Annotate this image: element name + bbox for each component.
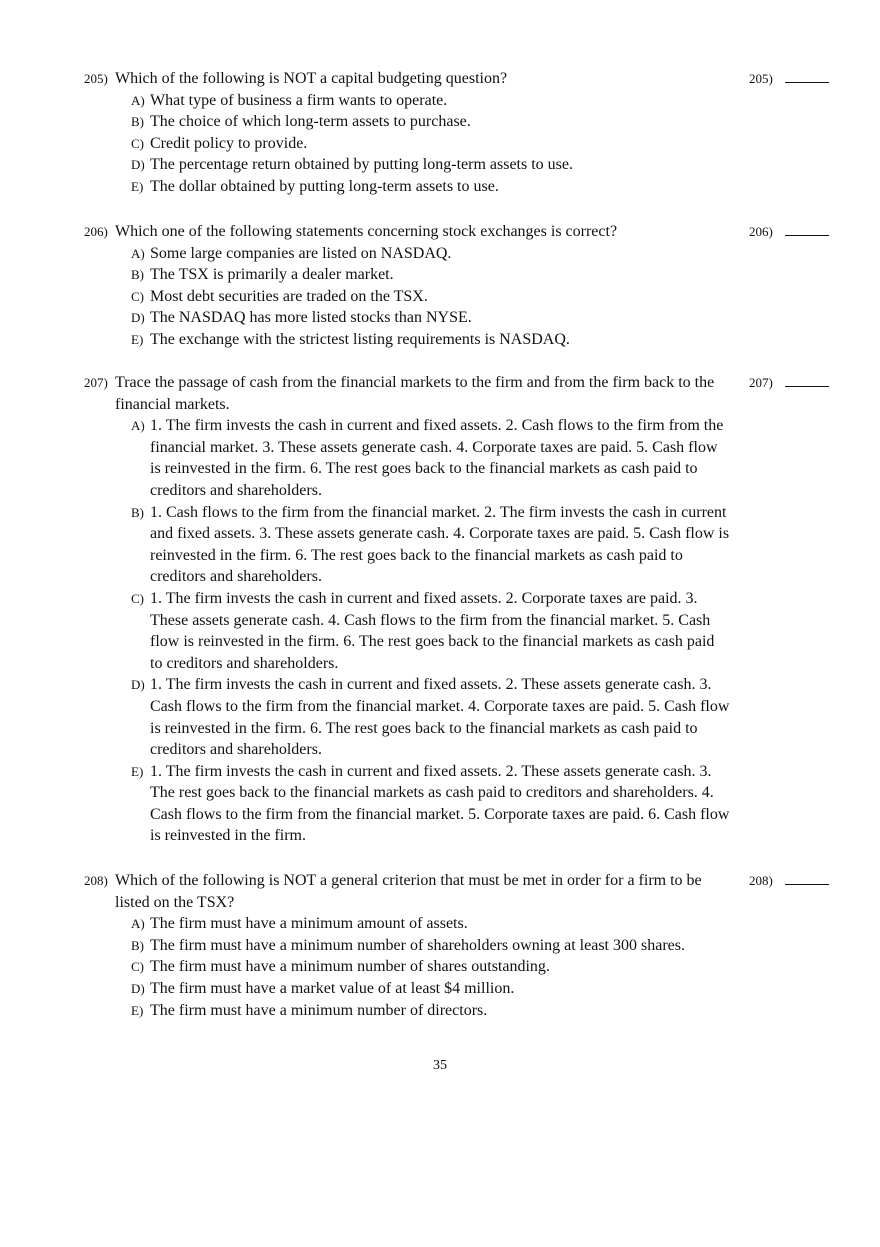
option-c: [131, 956, 731, 978]
answer-slot: [749, 870, 829, 892]
option-a: [131, 415, 731, 501]
option-text: The percentage return obtained by putting long-term assets to use.: [150, 156, 573, 174]
options-list: [131, 243, 731, 351]
question-text: Which one of the following statements concerning stock exchanges is correct?: [115, 223, 618, 240]
option-text: 1. The firm invests the cash in current and fixed assets. 2. These assets generate cash. 3. Cash flows to the firm from the financial market. 4. Corporate taxes are paid. 5. Cash flow is reinvested in the firm. 6. The rest goes back to the financial markets as cash paid to creditors and shareholders.: [150, 676, 730, 759]
option-letter: B): [131, 504, 144, 520]
question-208: [84, 870, 844, 1021]
answer-blank-line[interactable]: [785, 221, 829, 236]
question-207: [84, 372, 844, 847]
option-letter: B): [131, 267, 144, 283]
question-number: 207): [84, 375, 108, 390]
question-number: 208): [84, 873, 108, 888]
option-letter: C): [131, 590, 144, 606]
option-text: What type of business a firm wants to operate.: [150, 91, 448, 109]
option-text: Some large companies are listed on NASDAQ.: [150, 244, 452, 262]
option-text: The firm must have a minimum number of directors.: [150, 1001, 488, 1019]
option-c: [131, 133, 731, 155]
question-text: Trace the passage of cash from the financial markets to the firm and from the firm back to the financial markets.: [115, 374, 715, 413]
option-d: [131, 307, 731, 329]
option-text: Credit policy to provide.: [150, 134, 308, 152]
question-stem: [84, 68, 844, 90]
option-b: [131, 264, 731, 286]
option-a: [131, 243, 731, 265]
question-text: Which of the following is NOT a capital budgeting question?: [115, 70, 508, 87]
question-206: [84, 221, 844, 351]
option-c: [131, 588, 731, 674]
option-e: [131, 176, 731, 198]
option-letter: A): [131, 245, 145, 261]
option-b: [131, 502, 731, 588]
option-text: The firm must have a minimum number of shares outstanding.: [150, 958, 550, 976]
option-letter: C): [131, 959, 144, 975]
option-d: [131, 674, 731, 760]
option-e: [131, 761, 731, 847]
option-text: 1. The firm invests the cash in current and fixed assets. 2. These assets generate cash. 3. The rest goes back to the financial markets as cash paid to creditors and shareholders. 4. Cash flows to the firm from the financial market. 5. Corporate taxes are paid. 6. Cash flow is reinvested in the firm.: [150, 762, 730, 845]
option-letter: A): [131, 92, 145, 108]
page-number: 35: [433, 1058, 447, 1073]
answer-number: 207): [749, 375, 773, 390]
option-letter: E): [131, 331, 144, 347]
option-e: [131, 1000, 731, 1022]
option-letter: B): [131, 937, 144, 953]
option-letter: C): [131, 288, 144, 304]
option-letter: E): [131, 1002, 144, 1018]
question-text: Which of the following is NOT a general criterion that must be met in order for a firm to be listed on the TSX?: [115, 872, 702, 911]
option-letter: D): [131, 980, 145, 996]
option-a: [131, 90, 731, 112]
option-text: The firm must have a minimum amount of assets.: [150, 915, 468, 933]
answer-number: 205): [749, 71, 773, 86]
question-number: 206): [84, 224, 108, 239]
answer-slot: [749, 221, 829, 243]
option-text: Most debt securities are traded on the TSX.: [150, 287, 428, 305]
option-text: The dollar obtained by putting long-term assets to use.: [150, 177, 499, 195]
option-c: [131, 286, 731, 308]
option-letter: A): [131, 418, 145, 434]
option-a: [131, 913, 731, 935]
option-text: 1. The firm invests the cash in current and fixed assets. 2. Cash flows to the firm from the financial market. 3. These assets generate cash. 4. Corporate taxes are paid. 5. Cash flow is reinvested in the firm. 6. The rest goes back to the financial markets as cash paid to creditors and shareholders.: [150, 417, 724, 499]
answer-blank-line[interactable]: [785, 68, 829, 83]
question-stem: [84, 870, 844, 913]
option-text: The NASDAQ has more listed stocks than NYSE.: [150, 309, 472, 327]
question-number: 205): [84, 71, 108, 86]
option-text: The firm must have a minimum number of shareholders owning at least 300 shares.: [150, 936, 685, 954]
option-text: The firm must have a market value of at least $4 million.: [150, 979, 515, 997]
option-letter: A): [131, 916, 145, 932]
options-list: [131, 913, 731, 1021]
question-stem: [84, 221, 844, 243]
answer-number: 206): [749, 224, 773, 239]
option-b: [131, 111, 731, 133]
option-e: [131, 329, 731, 351]
option-d: [131, 978, 731, 1000]
option-letter: E): [131, 178, 144, 194]
option-b: [131, 935, 731, 957]
answer-blank-line[interactable]: [785, 372, 829, 387]
option-letter: D): [131, 677, 145, 693]
answer-slot: [749, 372, 829, 394]
option-letter: B): [131, 114, 144, 130]
option-letter: E): [131, 763, 144, 779]
option-text: The TSX is primarily a dealer market.: [150, 266, 394, 284]
option-letter: C): [131, 135, 144, 151]
option-text: 1. The firm invests the cash in current and fixed assets. 2. Corporate taxes are paid. 3. These assets generate cash. 4. Cash flows to the firm from the financial market. 5. Cash flow is reinvested in the firm. 6. The rest goes back to the financial markets as cash paid to creditors and shareholders.: [150, 589, 715, 672]
option-text: The choice of which long-term assets to purchase.: [150, 113, 471, 131]
question-stem: [84, 372, 844, 415]
question-205: [84, 68, 844, 198]
answer-slot: [749, 68, 829, 90]
options-list: [131, 415, 731, 847]
option-letter: D): [131, 310, 145, 326]
answer-number: 208): [749, 873, 773, 888]
option-d: [131, 154, 731, 176]
answer-blank-line[interactable]: [785, 870, 829, 885]
option-text: 1. Cash flows to the firm from the financial market. 2. The firm invests the cash in current and fixed assets. 3. These assets generate cash. 4. Corporate taxes are paid. 5. Cash flow is reinvested in the firm. 6. The rest goes back to the financial markets as cash paid to creditors and shareholders.: [150, 503, 730, 586]
option-letter: D): [131, 157, 145, 173]
options-list: [131, 90, 731, 198]
option-text: The exchange with the strictest listing requirements is NASDAQ.: [150, 330, 570, 348]
